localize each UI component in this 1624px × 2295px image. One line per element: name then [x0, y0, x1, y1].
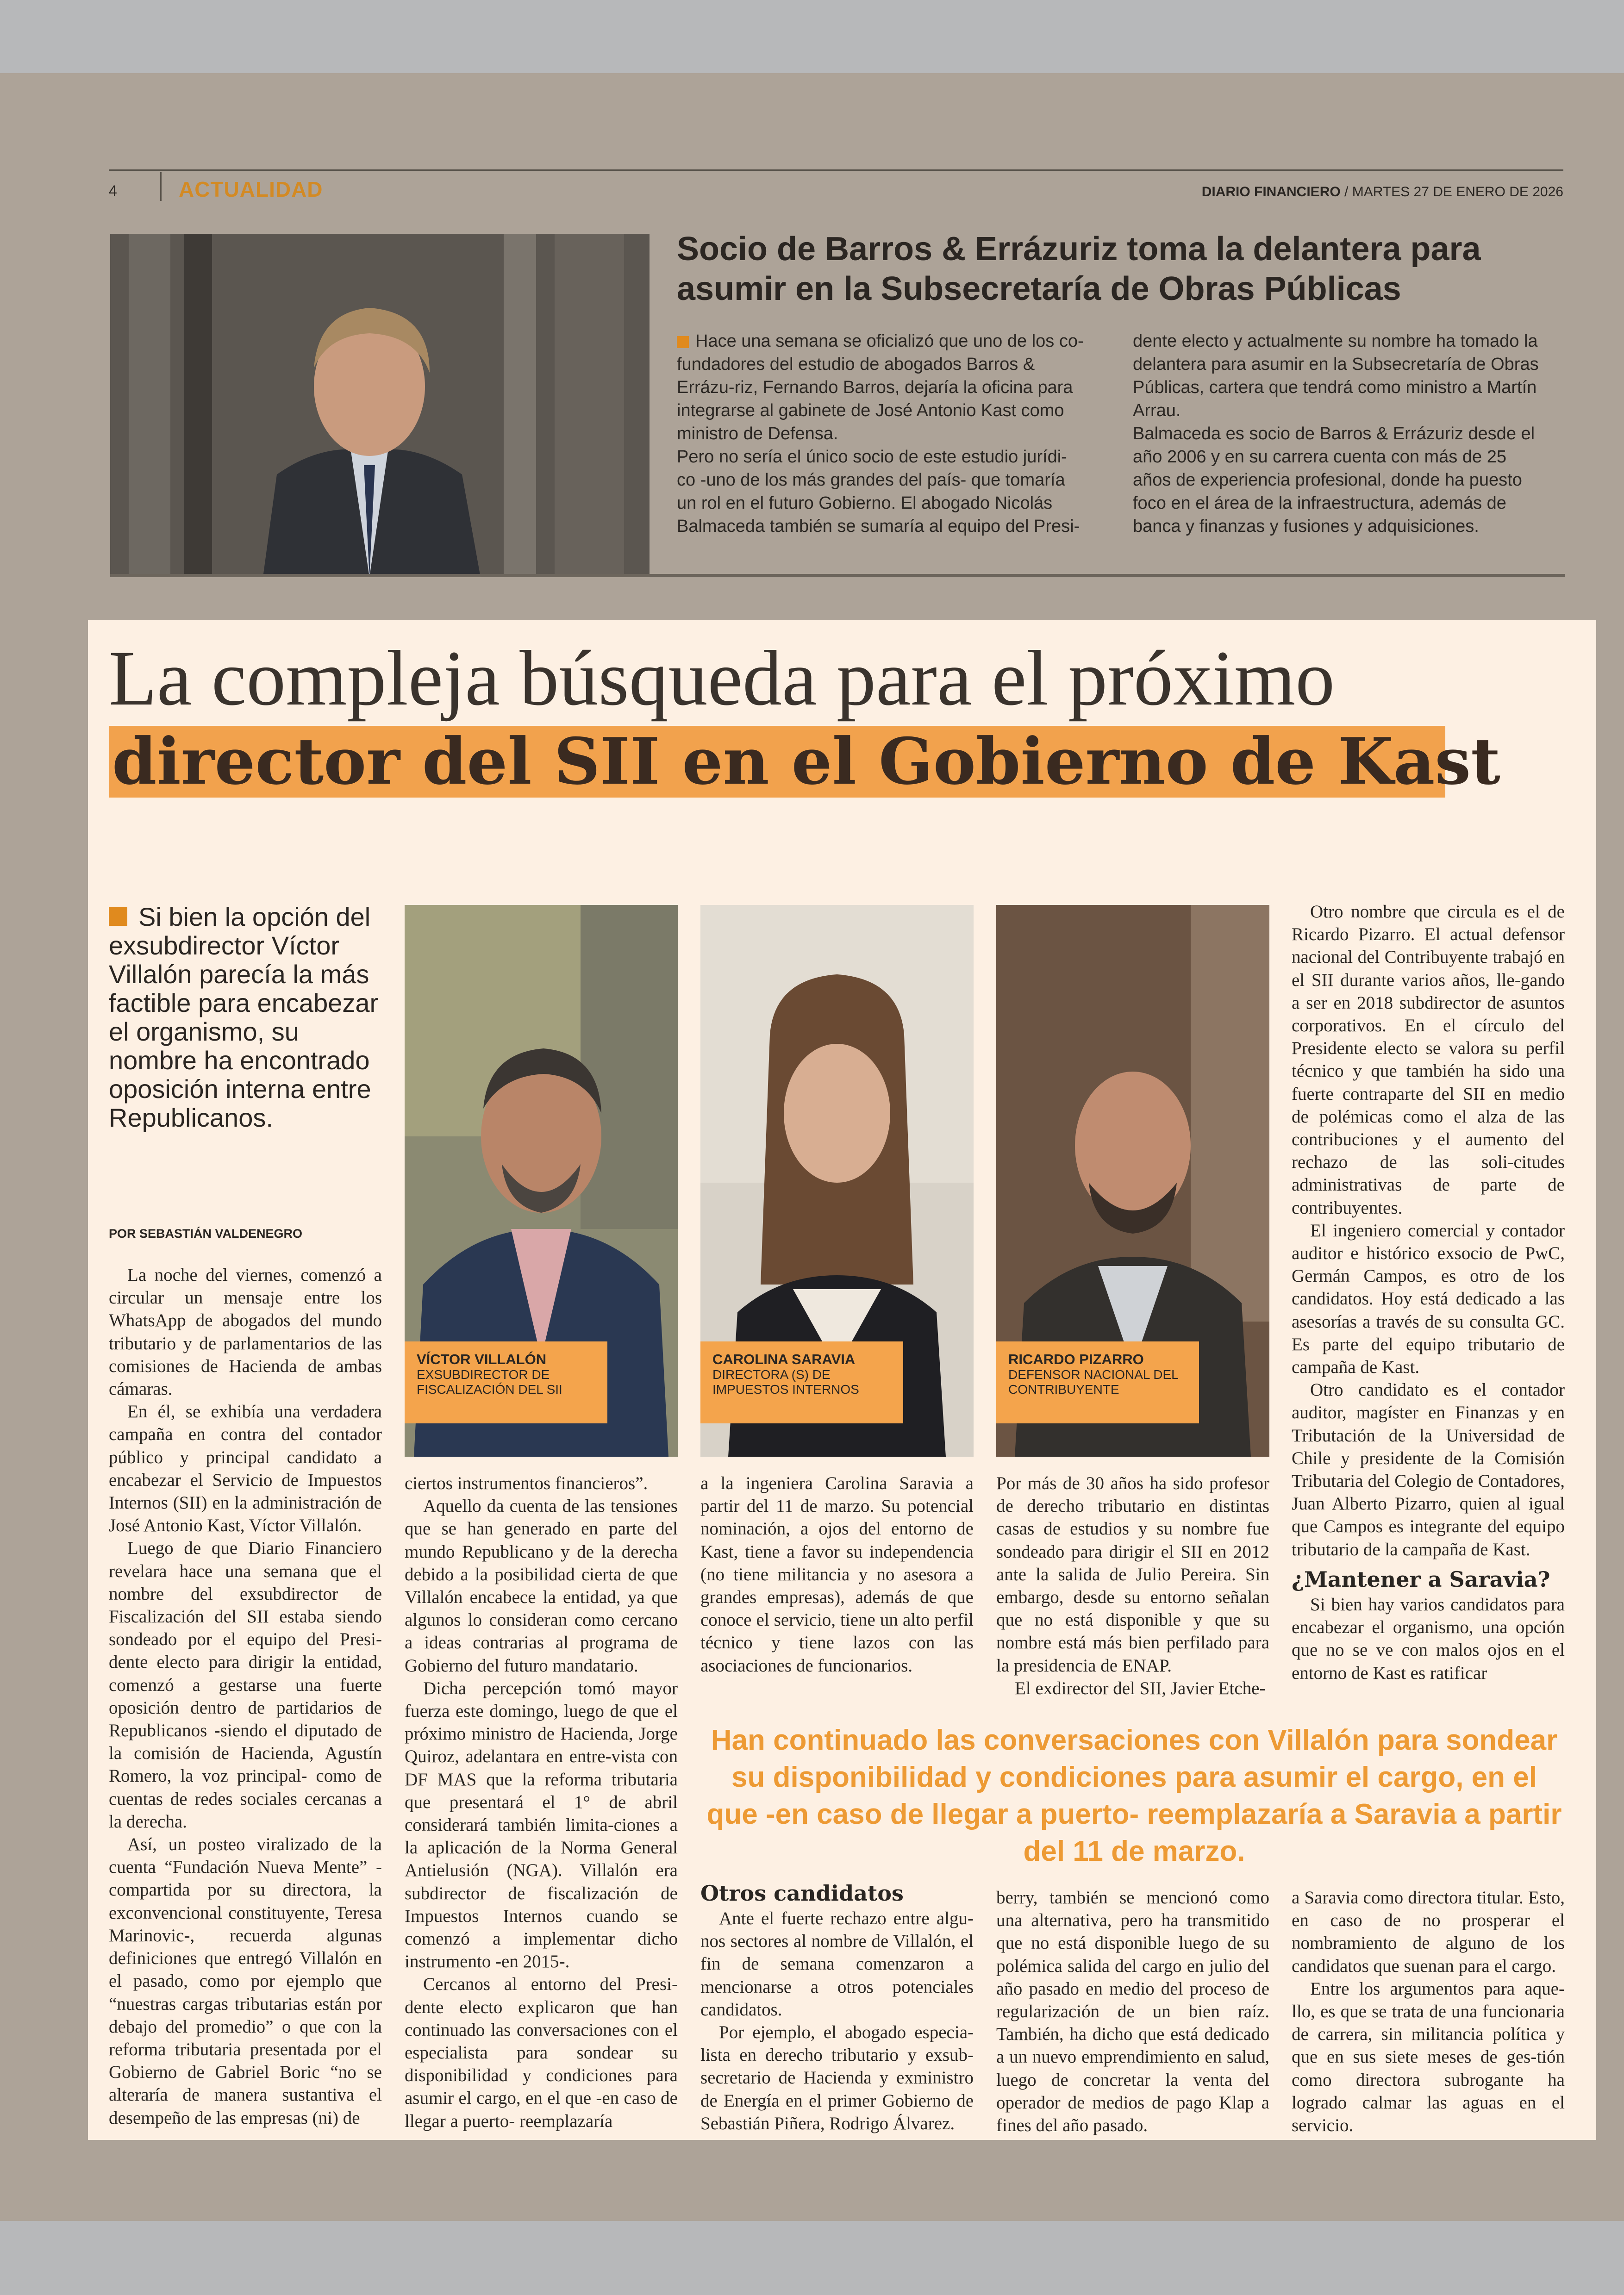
body-col2 [405, 1472, 678, 2133]
body-paragraph: El ingeniero comercial y contador auditor e histórico exsocio de PwC, Germán Campos, es otro de los candidatos. Hoy está dedicado a las asesorías a través de su consulta GC. Es parte del equipo tributario de campaña de Kast. [1292, 1220, 1565, 1378]
body-paragraph: Dicha percepción tomó mayor fuerza este domingo, luego de que el próximo ministro de Hacienda, Jorge Quiroz, adelantara en entre-vista con DF MAS que la reforma tributaria que presentará el 1° de abril considerará también limita-ciones a la aplicación de la Norma General Antielusión (NGA). Villalón era subdirector de fiscalización de Impuestos Internos cuando se comenzó a implementar dicho instrumento -en 2015-. [405, 1678, 678, 1972]
main-title-line1: La compleja búsqueda para el próximo [109, 635, 1335, 722]
top-story-underline [110, 574, 1565, 577]
lead-summary: Si bien la opción del exsubdirector Víctor Villalón parecía la más factible para encabezar el organismo, su nombre ha encontrado oposición interna entre Republicanos. [109, 902, 379, 1132]
top-story-col1 [677, 330, 1084, 538]
top-paragraph: Hace una semana se oficializó que uno de los co-fundadores del estudio de abogados Barros & Errázu-riz, Fernando Barros, dejaría la oficina para integrarse al gabinete de José Antonio Kast como ministro de Defensa. [677, 331, 1084, 443]
body-paragraph: Entre los argumentos para aque-llo, es que se trata de una funcionaria de carrera, sin militancia política y que en sus siete meses de ges-tión como directora subrogante ha logrado calmar las aguas en el servicio. [1292, 1978, 1565, 2136]
body-paragraph: Aquello da cuenta de las tensiones que se han generado en parte del mundo Republicano y de la derecha debido a la posibilidad cierta de que Villalón encabece la entidad, ya que algunos lo consideran como cercano a ideas contrarias al programa de Gobierno del futuro mandatario. [405, 1496, 678, 1676]
bullet-square-icon [109, 907, 127, 926]
caption-name: CAROLINA SARAVIA [712, 1351, 856, 1367]
body-col1 [109, 1264, 382, 2129]
top-headline: Socio de Barros & Errázuriz toma la delantera para asumir en la Subsecretaría de Obras Públicas [677, 231, 1481, 307]
caption-villalon [405, 1341, 607, 1423]
bullet-square-icon [677, 336, 689, 348]
page-number: 4 [109, 182, 117, 199]
body-paragraph: El exdirector del SII, Javier Etche- [1015, 1678, 1266, 1698]
caption-role: EXSUBDIRECTOR DE FISCALIZACIÓN DEL SII [417, 1367, 562, 1397]
body-paragraph: Cercanos al entorno del Presi-dente electo explicaron que han continuado las conversaciones con el especialista para sondear su disponibilidad y condiciones para asumir el cargo, en el que -en caso de llegar a puerto- reemplazaría [405, 1974, 678, 2131]
body-paragraph: ciertos instrumentos financieros”. [405, 1473, 648, 1493]
body-col3-top [700, 1472, 974, 1677]
header-divider [160, 172, 162, 201]
section-label: ACTUALIDAD [179, 177, 323, 201]
body-col5-bottom [1292, 1886, 1565, 2137]
body-paragraph: Otro nombre que circula es el de Ricardo Pizarro. El actual defensor nacional del Contribuyente trabajó en el SII durante varios años, lle-gando a ser en 2018 subdirector de asuntos corporativos. En el círculo del Presidente electo se valora su perfil técnico y que también ha sido una fuerte contraparte del SII en medio de polémicas como el alza de las contribuciones y el aumento del rechazo de las soli-citudes administrativas de parte de contribuyentes. [1292, 902, 1565, 1218]
subhead-saravia: ¿Mantener a Saravia? [1292, 1566, 1550, 1592]
header-rule [109, 169, 1563, 171]
byline: POR SEBASTIÁN VALDENEGRO [109, 1227, 303, 1241]
caption-role: DIRECTORA (S) DE IMPUESTOS INTERNOS [712, 1367, 859, 1397]
publication-date: / MARTES 27 DE ENERO DE 2026 [1344, 184, 1563, 200]
publication-name: DIARIO FINANCIERO [1201, 184, 1341, 200]
top-story-col2 [1133, 330, 1540, 538]
body-paragraph: a Saravia como directora titular. Esto, en caso de no prosperar el nombramiento de alguno de los candidatos que suenan para el cargo. [1292, 1888, 1565, 1976]
body-col5-top [1292, 900, 1565, 1684]
body-paragraph: Por más de 30 años ha sido profesor de derecho tributario en distintas casas de estudios y su nombre fue sondeado para dirigir el SII en 2012 ante la salida de Julio Pereira. Sin embargo, desde su entorno señalan que no está disponible y que su nombre está más bien perfilado para la presidencia de ENAP. [996, 1473, 1269, 1676]
top-paragraph: dente electo y actualmente su nombre ha tomado la delantera para asumir en la Subsecretaría de Obras Públicas, cartera que tendrá como ministro a Martín Arrau. [1133, 331, 1539, 420]
body-paragraph: Si bien hay varios candidatos para encabezar el organismo, una opción que no se ve con malos ojos en el entorno de Kast es ratificar [1292, 1594, 1565, 1683]
body-paragraph: Otro candidato es el contador auditor, magíster en Finanzas y en Tributación de la Universidad de Chile y presidente de la Comisión Tributaria del Colegio de Contadores, Juan Alberto Pizarro, quien al igual que Campos es integrante del equipo tributario de la campaña de Kast. [1292, 1380, 1565, 1559]
body-col3-bottom [700, 1879, 974, 2135]
caption-pizarro [996, 1341, 1199, 1423]
publication-date-line [1202, 184, 1563, 200]
body-paragraph: Así, un posteo viralizado de la cuenta “Fundación Nueva Mente” -compartida por su directora, la exconvencional constituyente, Teresa Marinovic-, recuerda algunas definiciones que entregó Villalón en el pasado, como por ejemplo que “nuestras cargas tributarias están por debajo del promedio” o que con la reforma tributaria presentada por el Gobierno de Gabriel Boric “no se alteraría de manera sustantiva el desempeño de las empresas (ni) de [109, 1834, 382, 2128]
caption-saravia [700, 1341, 903, 1423]
top-paragraph: Pero no sería el único socio de este estudio jurídi-co -uno de los más grandes del país- que tomaría un rol en el futuro Gobierno. El abogado Nicolás Balmaceda también se sumaría al equipo del Presi- [677, 447, 1080, 536]
caption-role: DEFENSOR NACIONAL DEL CONTRIBUYENTE [1008, 1367, 1178, 1397]
body-paragraph: En él, se exhibía una verdadera campaña en contra del contador público y principal candidato a encabezar el Servicio de Impuestos Internos (SII) en la administración de José Antonio Kast, Víctor Villalón. [109, 1402, 382, 1536]
body-paragraph: a la ingeniera Carolina Saravia a partir del 11 de marzo. Su potencial nominación, a ojos del entorno de Kast, tiene a favor su independencia (no tiene militancia y no asesora a grandes empresas), además de que conoce el servicio, tiene un alto perfil técnico y tiene lazos con las asociaciones de funcionarios. [700, 1473, 974, 1676]
body-paragraph: berry, también se mencionó como una alternativa, pero ha transmitido que no está disponible luego de su polémica salida del cargo en julio del año pasado en medio del proceso de regularización de un bien raíz. También, ha dicho que está dedicado a un nuevo emprendimiento en salud, luego de concretar la venta del operador de medios de pago Klap a fines del año pasado. [996, 1888, 1269, 2136]
body-paragraph: Por ejemplo, el abogado especia-lista en derecho tributario y exsub-secretario de Hacienda y exministro de Energía en el primer Gobierno de Sebastián Piñera, Rodrigo Álvarez. [700, 2022, 974, 2133]
body-paragraph: La noche del viernes, comenzó a circular un mensaje entre los WhatsApp de abogados del mundo tributario y de parlamentarios de las comisiones de Hacienda de ambas cámaras. [109, 1265, 382, 1399]
caption-name: RICARDO PIZARRO [1008, 1351, 1144, 1367]
caption-name: VÍCTOR VILLALÓN [417, 1351, 547, 1367]
body-paragraph: Luego de que Diario Financiero revelara hace una semana que el nombre del exsubdirector de Fiscalización del SII estaba siendo sondeado por el equipo del Presi-dente electo para dirigir la entidad, comenzó a gestarse una fuerte oposición dentro de partidarios de Republicanos -siendo el diputado de la comisión de Hacienda, Agustín Romero, la voz principal- como de cuentas de redes sociales cercanas a la derecha. [109, 1538, 382, 1832]
body-col4-top [996, 1472, 1269, 1700]
body-col4-bottom [996, 1886, 1269, 2137]
subhead-otros: Otros candidatos [700, 1881, 904, 1906]
top-paragraph: Balmaceda es socio de Barros & Errázuriz desde el año 2006 y en su carrera cuenta con más de 25 años de experiencia profesional, donde ha puesto foco en el área de la infraestructura, además de banca y finanzas y fusiones y adquisiciones. [1133, 424, 1535, 536]
body-paragraph: Ante el fuerte rechazo entre algu-nos sectores al nombre de Villalón, el fin de semana comenzaron a mencionarse a otros potenciales candidatos. [700, 1908, 974, 2020]
main-title-line2: director del SII en el Gobierno de Kast [112, 723, 1500, 799]
balmaceda-photo [110, 234, 650, 577]
pull-quote: Han continuado las conversaciones con Villalón para sondear su disponibilidad y condiciones para asumir el cargo, en el que -en caso de llegar a puerto- reemplazaría a Saravia a partir del 11 de marzo. [706, 1724, 1562, 1867]
